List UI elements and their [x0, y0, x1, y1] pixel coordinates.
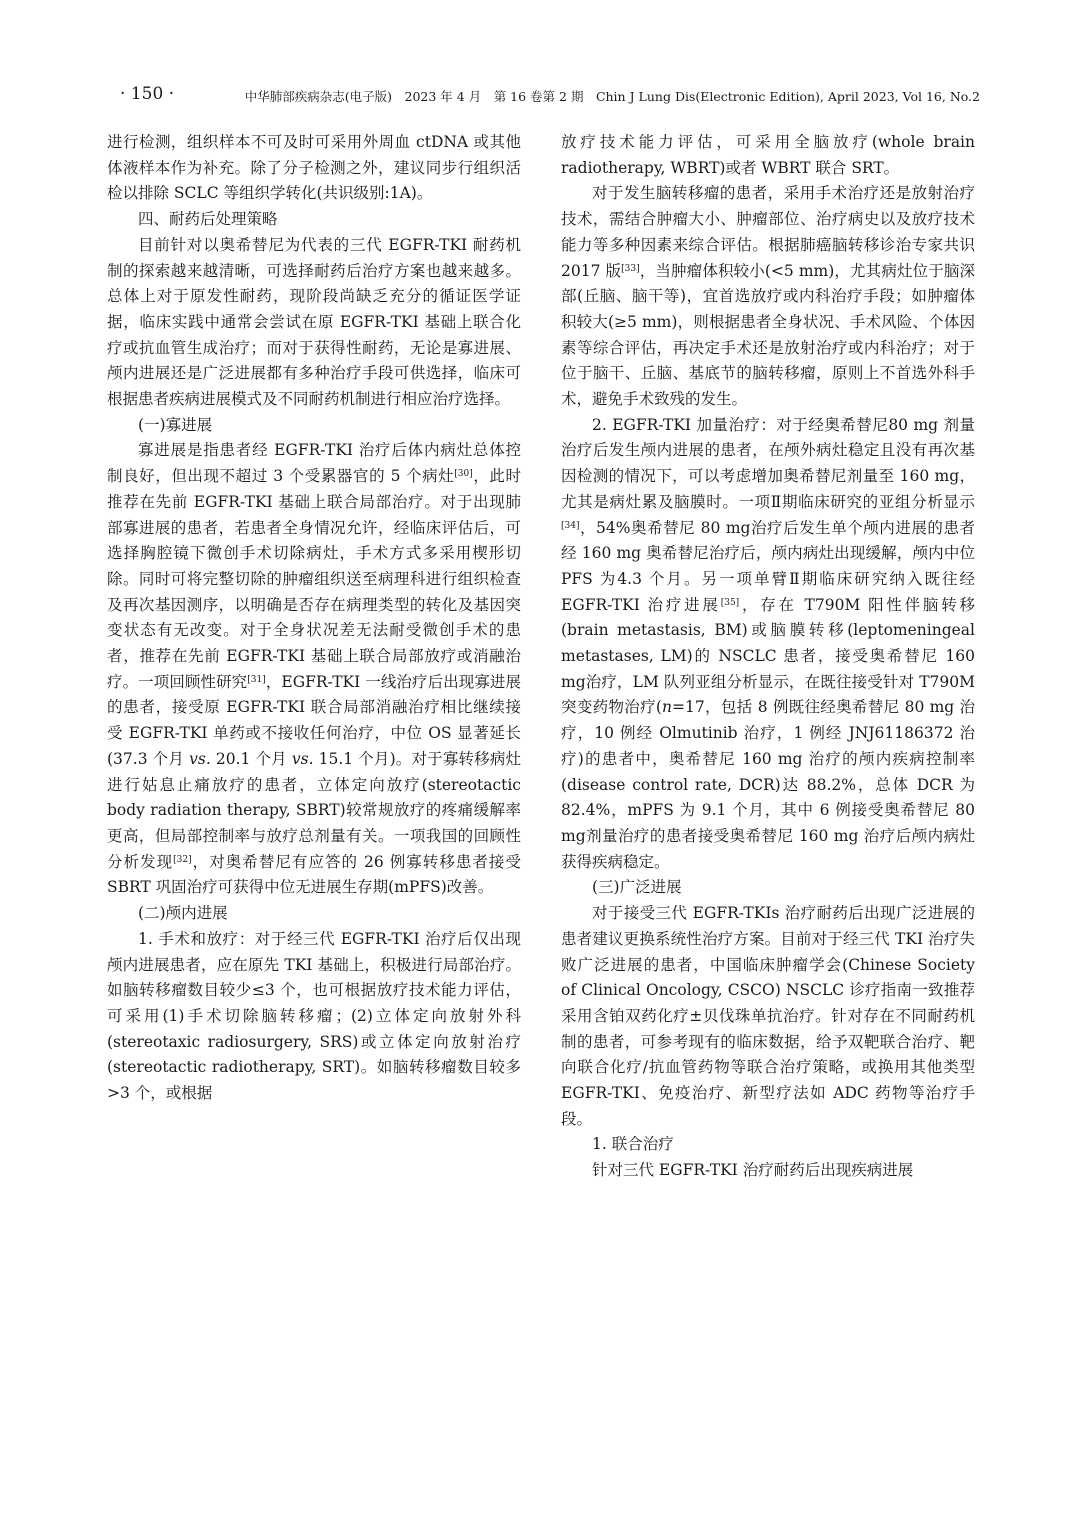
- paragraph-oligoprogression: [107, 438, 521, 901]
- citation-33: [33]: [621, 263, 640, 274]
- text-run: ，存在 T790M 阳性伴脑转移(brain metastasis, BM)或脑膜转移(leptomeningeal metastases, LM)的 NSCLC 患者，接受奥希替尼 160 mg治疗，LM 队列亚组分析显示，在既往接受针对 T790M 突变药物治疗(: [561, 595, 975, 717]
- page-header: [108, 84, 980, 110]
- paragraph-continued: 进行检测，组织样本不可及时可采用外周血 ctDNA 或其他体液样本作为补充。除了分子检测之外，建议同步行组织活检以排除 SCLC 等组织学转化(共识级别:1A)。: [107, 133, 521, 203]
- paragraph-resistance-overview: 目前针对以奥希替尼为代表的三代 EGFR-TKI 耐药机制的探索越来越清晰，可选择耐药后治疗方案也越来越多。总体上对于原发性耐药，现阶段尚缺乏充分的循证医学证据，临床实践中通常会尝试在原 EGFR-TKI 基础上联合化疗或抗血管生成治疗；而对于获得性耐药，无论是寡进展、颅内进展还是广泛进展都有多种治疗手段可供选择，临床可根据患者疾病进展模式及不同耐药机制进行相应治疗选择。: [107, 235, 521, 409]
- paragraph-combination: 针对三代 EGFR-TKI 治疗耐药后出现疾病进展: [592, 1161, 914, 1180]
- subsection-heading-intracranial: (二)颅内进展: [138, 904, 228, 923]
- right-column: [561, 130, 975, 1184]
- text-run: ，对奥希替尼有应答的 26 例寡转移患者接受 SBRT 巩固治疗可获得中位无进展生存期(mPFS)改善。: [107, 852, 521, 897]
- text-run: 对于发生脑转移瘤的患者，采用手术治疗还是放射治疗技术，需结合肿瘤大小、肿瘤部位、治疗病史以及放疗技术能力等多种因素来综合评估。根据肺癌脑转移诊治专家共识 2017 版: [561, 184, 975, 280]
- vs-italic: vs.: [189, 749, 211, 768]
- subsection-heading-oligoprogression: (一)寡进展: [138, 415, 213, 434]
- text-run: ，此时推荐在先前 EGFR-TKI 基础上联合局部治疗。对于出现肺部寡进展的患者，若患者全身情况允许，经临床评估后，可选择胸腔镜下微创手术切除病灶，手术方式多采用楔形切除。同时可将完整切除的肿瘤组织送至病理科进行组织检查及再次基因测序，以明确是否存在病理类型的转化及基因突变状态有无改变。对于全身状况差无法耐受微创手术的患者，推荐在先前 EGFR-TKI 基础上联合局部放疗或消融治疗。一项回顾性研究: [107, 467, 521, 691]
- text-run: ，EGFR-TKI 一线治疗后出现寡进展的患者，接受原 EGFR-TKI 联合局部消融治疗相比继续接受 EGFR-TKI 单药或不接收任何治疗，中位 OS 显著延长(37.3 个月: [107, 672, 521, 768]
- paragraph-brain-metastasis-choice: [561, 181, 975, 412]
- page-number: · 150 ·: [120, 84, 175, 104]
- text-run: 15.1 个月)。对于寡转移病灶进行姑息止痛放疗的患者，立体定向放疗(stereotactic body radiation therapy, SBRT)较常规放疗的疼痛缓解率更高，但局部控制率与放疗总剂量有关。一项我国的回顾性分析发现: [107, 749, 522, 871]
- section-heading-resistance-strategy: 四、耐药后处理策略: [138, 210, 278, 229]
- paragraph-extensive-progression: 对于接受三代 EGFR-TKIs 治疗耐药后出现广泛进展的患者建议更换系统性治疗方案。目前对于经三代 TKI 治疗失败广泛进展的患者，中国临床肿瘤学会(Chinese Society of Clinical Oncology, CSCO) NSCLC 诊疗指南一致推荐采用含铂双药化疗±贝伐珠单抗治疗。针对存在不同耐药机制的患者，可参考现有的临床数据，给予双靶联合治疗、靶向联合化疗/抗血管药物等联合治疗策略，或换用其他类型 EGFR-TKI、免疫治疗、新型疗法如 ADC 药物等治疗手段。: [561, 904, 975, 1128]
- subsection-heading-extensive: (三)广泛进展: [592, 878, 682, 897]
- text-run: 寡进展是指患者经 EGFR-TKI 治疗后体内病灶总体控制良好，但出现不超过 3 个受累器官的 5 个病灶: [107, 441, 521, 486]
- citation-30: [30]: [454, 469, 473, 480]
- paragraph-continued: 放疗技术能力评估，可采用全脑放疗(whole brain radiotherapy, WBRT)或者 WBRT 联合 SRT。: [561, 133, 975, 177]
- left-column: [107, 130, 521, 1107]
- text-run: ，当肿瘤体积较小(<5 mm)，尤其病灶位于脑深部(丘脑、脑干等)，宜首选放疗或内科治疗手段；如肿瘤体积较大(≥5 mm)，则根据患者全身状况、手术风险、个体因素等综合评估，再决定手术还是放射治疗或内科治疗；对于位于脑干、丘脑、基底节的脑转移瘤，原则上不首选外科手术，避免手术致残的发生。: [561, 261, 975, 409]
- paragraph-dose-escalation: [561, 413, 975, 876]
- vs-italic: vs.: [291, 749, 314, 768]
- text-run: 20.1 个月: [210, 749, 292, 768]
- citation-31: [31]: [247, 674, 266, 685]
- citation-32: [32]: [173, 854, 192, 865]
- text-run: ，54%奥希替尼 80 mg治疗后发生单个颅内进展的患者经 160 mg 奥希替尼治疗后，颅内病灶出现缓解，颅内中位 PFS 为4.3 个月。另一项单臂Ⅱ期临床研究纳入既往经 EGFR-TKI 治疗进展: [561, 518, 975, 614]
- text-run: 2. EGFR-TKI 加量治疗：对于经奥希替尼80 mg 剂量治疗后发生颅内进展的患者，在颅外病灶稳定且没有再次基因检测的情况下，可以考虑增加奥希替尼剂量至 160 mg，尤其是病灶累及脑膜时。一项Ⅱ期临床研究的亚组分析显示: [561, 415, 975, 511]
- subsubsection-heading-combination: 1. 联合治疗: [592, 1135, 674, 1154]
- citation-34: [34]: [561, 520, 580, 531]
- citation-35: [35]: [720, 597, 740, 608]
- text-run: =17，包括 8 例既往经奥希替尼 80 mg 治疗，10 例经 Olmutinib 治疗，1 例经 JNJ61186372 治疗)的患者中，奥希替尼 160 mg 治疗的颅内疾病控制率(disease control rate, DCR)达 88.2%，总体 DCR 为 82.4%，mPFS 为 9.1 个月，其中 6 例接受奥希替尼 80 mg剂量治疗的患者接受奥希替尼 160 mg 治疗后颅内病灶获得疾病稳定。: [561, 698, 975, 871]
- paragraph-surgery-radiotherapy: 1. 手术和放疗：对于经三代 EGFR-TKI 治疗后仅出现颅内进展患者，应在原先 TKI 基础上，积极进行局部治疗。如脑转移瘤数目较少≤3 个，也可根据放疗技术能力评估，可采用(1)手术切除脑转移瘤；(2)立体定向放射外科(stereotaxic radiosurgery, SRS)或立体定向放射治疗(stereotactic radiotherapy, SRT)。如脑转移瘤数目较多>3 个，或根据: [107, 929, 521, 1103]
- journal-running-head: 中华肺部疾病杂志(电子版) 2023 年 4 月 第 16 卷第 2 期 Chin J Lung Dis(Electronic Edition), April 2023, Vol 16, No.2: [244, 89, 980, 104]
- n-italic: n: [661, 698, 672, 717]
